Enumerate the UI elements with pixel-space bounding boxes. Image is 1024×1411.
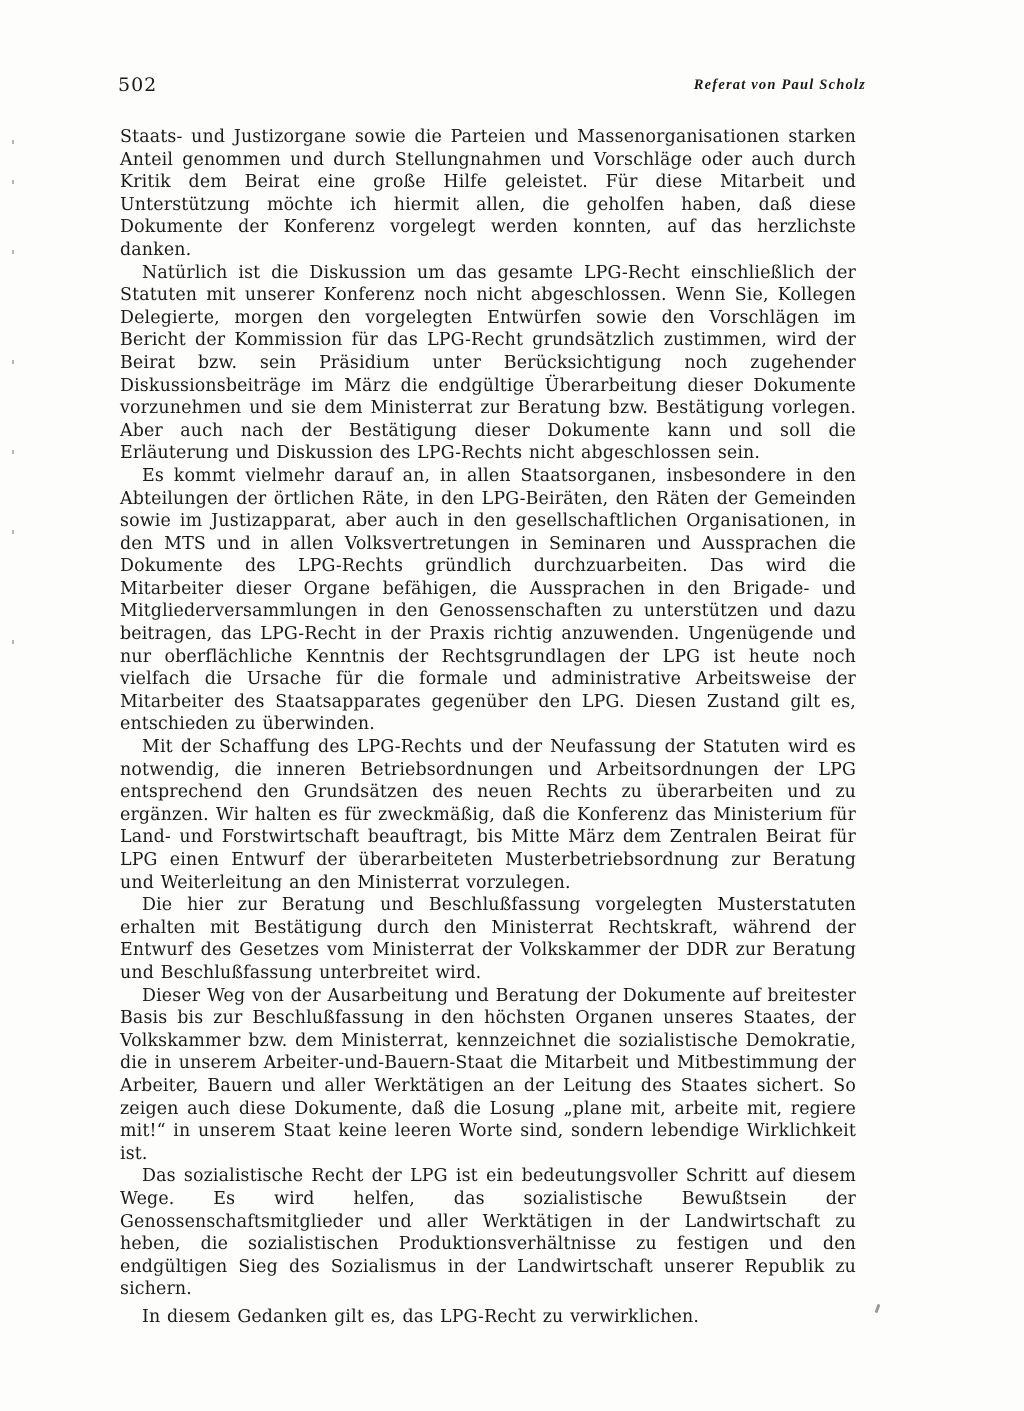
page-number: 502 xyxy=(118,74,158,96)
paragraph-5: Die hier zur Beratung und Beschlußfassung vorgelegten Musterstatuten erhalten mit Bestätigung durch den Ministerrat Rechtskraft, während der Entwurf des Gesetzes vom Ministerrat der Volkskammer der DDR zur Beratung und Beschlußfassung unterbreitet wird. xyxy=(120,895,856,983)
paragraph-8: In diesem Gedanken gilt es, das LPG-Recht zu verwirklichen. xyxy=(142,1306,699,1327)
page-header xyxy=(118,74,866,104)
body-text xyxy=(120,126,856,1328)
scan-speck xyxy=(875,1304,881,1313)
paragraph-2: Natürlich ist die Diskussion um das gesamte LPG-Recht einschließlich der Statuten mit unserer Konferenz noch nicht abgeschlossen. Wenn Sie, Kollegen Delegierte, morgen den vorgelegten Entwürfen sowie den Vorschlägen im Bericht der Kommission für das LPG-Recht grundsätzlich zustimmen, wird der Beirat bzw. sein Präsidium unter Berücksichtigung noch zugehender Diskussionsbeiträge im März die endgültige Überarbeitung dieser Dokumente vorzunehmen und sie dem Ministerrat zur Beratung bzw. Bestätigung vorlegen. Aber auch nach der Bestätigung dieser Dokumente kann und soll die Erläuterung und Diskussion des LPG-Rechts nicht abgeschlossen sein. xyxy=(120,262,856,464)
paragraph-6: Dieser Weg von der Ausarbeitung und Beratung der Dokumente auf breitester Basis bis zur Beschlußfassung in den höchsten Organen unseres Staates, der Volkskammer bzw. dem Ministerrat, kennzeichnet die sozialistische Demokratie, die in unserem Arbeiter-und-Bauern-Staat die Mitarbeit und Mitbestimmung der Arbeiter, Bauern und aller Werktätigen an der Leitung des Staates sichert. So zeigen auch diese Dokumente, daß die Losung „plane mit, arbeite mit, regiere mit!“ in unserem Staat keine leeren Worte sind, sondern lebendige Wirklichkeit ist. xyxy=(120,985,856,1164)
paragraph-3: Es kommt vielmehr darauf an, in allen Staatsorganen, insbesondere in den Abteilungen der örtlichen Räte, in den LPG-Beiräten, den Räten der Gemeinden sowie im Justizapparat, aber auch in den gesellschaftlichen Organisationen, in den MTS und in allen Volksvertretungen in Seminaren und Aussprachen die Dokumente des LPG-Rechts gründlich durchzuarbeiten. Das wird die Mitarbeiter dieser Organe befähigen, die Aussprachen in den Brigade- und Mitgliederversammlungen in den Genossenschaften zu unterstützen und dazu beitragen, das LPG-Recht in der Praxis richtig anzuwenden. Ungenügende und nur oberflächliche Kenntnis der Rechtsgrundlagen der LPG ist heute noch vielfach die Ursache für die formale und administrative Arbeitsweise der Mitarbeiter des Staatsapparates gegenüber den LPG. Diesen Zustand gilt es, entschieden zu überwinden. xyxy=(120,465,856,735)
running-head: Referat von Paul Scholz xyxy=(693,77,866,93)
margin-scan-marks xyxy=(12,120,18,720)
paragraph-7: Das sozialistische Recht der LPG ist ein bedeutungsvoller Schritt auf diesem Wege. Es wird helfen, das sozialistische Bewußtsein der Genossenschaftsmitglieder und aller Werktätigen in der Landwirtschaft zu heben, die sozialistischen Produktionsverhältnisse zu festigen und den endgültigen Sieg des Sozialismus in der Landwirtschaft unserer Republik zu sichern. xyxy=(120,1166,856,1300)
paragraph-4: Mit der Schaffung des LPG-Rechts und der Neufassung der Statuten wird es notwendig, die inneren Betriebsordnungen und Arbeitsordnungen der LPG entsprechend den Grundsätzen des neuen Rechts zu überarbeiten und zu ergänzen. Wir halten es für zweckmäßig, daß die Konferenz das Ministerium für Land- und Forstwirtschaft beauftragt, bis Mitte März dem Zentralen Beirat für LPG einen Entwurf der überarbeiteten Musterbetriebsordnung zur Beratung und Weiterleitung an den Ministerrat vorzulegen. xyxy=(120,737,856,893)
paragraph-1: Staats- und Justizorgane sowie die Parteien und Massenorganisationen starken Anteil genommen und durch Stellungnahmen und Vorschläge oder auch durch Kritik dem Beirat eine große Hilfe geleistet. Für diese Mitarbeit und Unterstützung möchte ich hiermit allen, die geholfen haben, daß diese Dokumente der Konferenz vorgelegt werden konnten, auf das herzlichste danken. xyxy=(120,127,856,260)
